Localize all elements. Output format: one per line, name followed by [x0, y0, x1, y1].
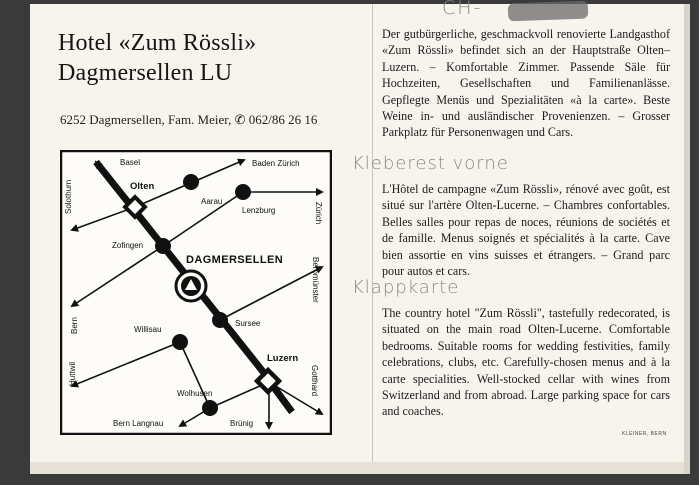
label-luzern: Luzern	[267, 353, 299, 364]
hotel-location: Dagmersellen LU	[58, 60, 233, 86]
label-bern-langnau: Bern Langnau	[113, 419, 164, 428]
dot-aarau	[183, 174, 199, 190]
dot-willisau	[172, 334, 188, 350]
handwritten-note-2: Klappkarte	[352, 277, 460, 298]
handwritten-ch: CH-	[442, 0, 483, 19]
dot-lenzburg	[235, 184, 251, 200]
route-map	[60, 150, 332, 435]
postcard	[30, 4, 690, 474]
label-dagmersellen: DAGMERSELLEN	[186, 254, 284, 266]
scribble-mark	[508, 1, 589, 22]
printer-credit: KLEINER, BERN	[622, 431, 667, 437]
description-french: L'Hôtel de campagne «Zum Rössli», rénové avec goût, est situé sur l'artère Olten-Lucerne. – Chambres confortables. Belles salles pour repas de noces, réunions de sociétés et de famille. Menus soignés et spécialités à la carte. Cave bien assortie en vins suisses et étrangers. – Grand parc pour autos et cars.	[382, 182, 670, 279]
label-basel: Basel	[120, 158, 141, 167]
description-german: Der gutbürgerliche, geschmackvoll renovierte Landgasthof «Zum Rössli» befindet sich an der Hauptstraße Olten–Luzern. – Komfortable Zimmer. Passende Säle für Hochzeiten, Gesellschaften und Familienanlässe. Gepflegte Menüs und Spezialitäten «à la carte». Beste Weine in- und ausländischer Provenienzen. – Grosser Parkplatz für Personenwagen und Cars.	[382, 27, 670, 140]
label-solothurn: Solothurn	[64, 179, 73, 214]
dot-wolhusen	[202, 400, 218, 416]
label-wolhusen: Wolhusen	[177, 389, 213, 398]
label-bern: Bern	[70, 317, 79, 334]
label-beromunster: Beromünster	[311, 257, 320, 303]
handwritten-note-1: Kleberest vorne	[352, 153, 509, 174]
label-lenzburg: Lenzburg	[242, 206, 276, 215]
label-zurich: Zürich	[314, 202, 323, 225]
label-huttwil: Huttwil	[68, 361, 77, 386]
label-aarau: Aarau	[201, 197, 223, 206]
label-zofingen: Zofingen	[112, 241, 144, 250]
description-english: The country hotel "Zum Rössli", tastefully redecorated, is situated on the main road Olten-Lucerne. Comfortable bedrooms. Suitable rooms for wedding festivities, family celebrations, clubs, etc. Carefully-chosen menus and à la carte specialities. Well-stocked cellar with wines from Switzerland and from abroad. Large parking space for cars and coaches.	[382, 306, 670, 419]
label-willisau: Willisau	[134, 325, 162, 334]
dot-sursee	[212, 312, 228, 328]
dagmersellen-marker	[176, 271, 206, 301]
label-brunig: Brünig	[230, 419, 254, 428]
center-divider	[372, 4, 373, 464]
hotel-title: Hotel «Zum Rössli»	[58, 30, 257, 56]
label-sursee: Sursee	[235, 319, 261, 328]
label-gotthard: Gotthard	[310, 365, 319, 397]
dot-zofingen	[155, 238, 171, 254]
hotel-contact: 6252 Dagmersellen, Fam. Meier, ✆ 062/86 26 16	[60, 112, 318, 127]
label-olten: Olten	[130, 181, 155, 192]
label-baden-zurich: Baden Zürich	[252, 159, 300, 168]
